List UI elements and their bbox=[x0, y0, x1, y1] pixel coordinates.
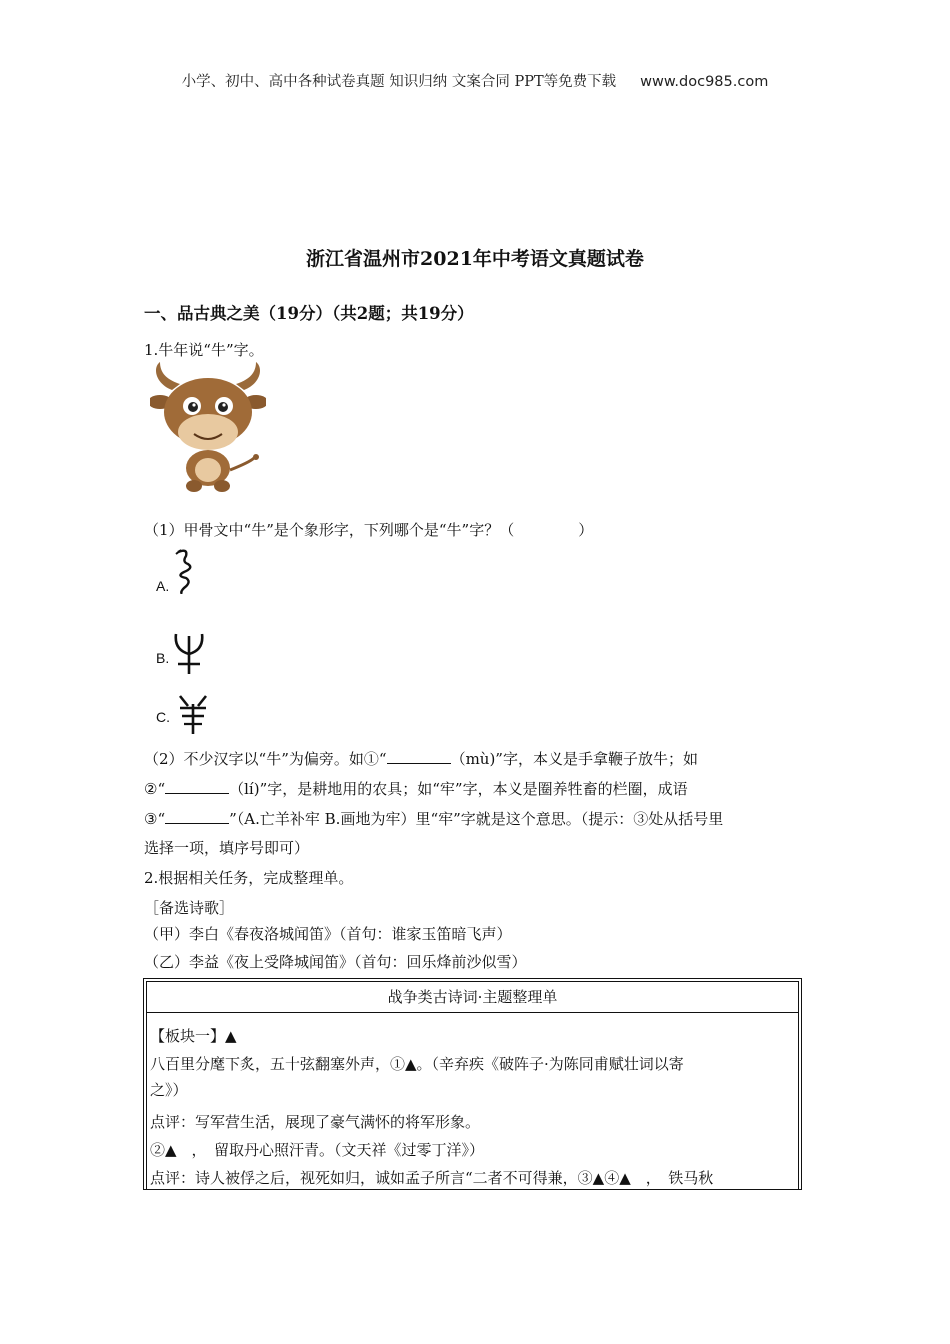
question-1-part-2-line-2: ②“ （lí)”字，是耕地用的农具；如“牢”字，本义是圈养牲畜的栏圈，成语 bbox=[144, 780, 688, 798]
oracle-glyph-a-icon[interactable] bbox=[172, 548, 196, 594]
option-b-label[interactable]: B. bbox=[156, 650, 170, 666]
table-row: 【板块一】▲ bbox=[150, 1027, 237, 1045]
section-heading: 一、品古典之美（19分）（共2题；共19分） bbox=[144, 304, 474, 323]
header-banner: 小学、初中、高中各种试卷真题 知识归纳 文案合同 PPT等免费下载 bbox=[181, 74, 617, 90]
question-1-part-2-line-3: ③“ ”（A.亡羊补牢 B.画地为牢）里“牢”字就是这个意思。（提示：③处从括号里 bbox=[144, 810, 724, 828]
table-row: 之》） bbox=[150, 1081, 188, 1099]
worksheet-table-header: 战争类古诗词·主题整理单 bbox=[147, 982, 798, 1013]
oracle-glyph-b-icon[interactable] bbox=[170, 632, 208, 676]
page-header bbox=[0, 70, 950, 91]
table-row: 点评：诗人被俘之后，视死如归，诚如孟子所言“二者不可得兼，③▲④▲ ， 铁马秋 bbox=[150, 1169, 714, 1187]
option-a-label[interactable]: A. bbox=[156, 578, 170, 594]
question-1-part-2-line-4: 选择一项，填序号即可） bbox=[144, 839, 310, 857]
option-c-label[interactable]: C. bbox=[156, 709, 170, 725]
poem-a: （甲）李白《春夜洛城闻笛》（首句：谁家玉笛暗飞声） bbox=[144, 925, 512, 943]
oracle-glyph-c-icon[interactable] bbox=[174, 694, 212, 736]
blank-1[interactable] bbox=[387, 748, 451, 764]
table-row: 点评：写军营生活，展现了豪气满怀的将军形象。 bbox=[150, 1113, 481, 1131]
question-1-part-2-line-1: （2）不少汉字以“牛”为偏旁。如①“ （mù)”字，本义是手拿鞭子放牛；如 bbox=[144, 750, 698, 768]
question-2-stem: 2.根据相关任务，完成整理单。 bbox=[144, 869, 354, 887]
blank-3[interactable] bbox=[165, 808, 229, 824]
poem-list-heading: ［备选诗歌］ bbox=[144, 899, 235, 917]
poem-b: （乙）李益《夜上受降城闻笛》（首句：回乐烽前沙似雪） bbox=[144, 953, 527, 971]
blank-2[interactable] bbox=[165, 778, 229, 794]
exam-title: 浙江省温州市2021年中考语文真题试卷 bbox=[306, 248, 644, 270]
question-1-stem: 1.牛年说“牛”字。 bbox=[144, 341, 264, 359]
table-row: 八百里分麾下炙，五十弦翻塞外声，①▲。（辛弃疾《破阵子·为陈同甫赋壮词以寄 bbox=[150, 1055, 684, 1073]
worksheet-table bbox=[143, 978, 802, 1190]
question-1-part-1: （1）甲骨文中“牛”是个象形字，下列哪个是“牛”字？（ ） bbox=[144, 521, 594, 539]
header-site[interactable]: www.doc985.com bbox=[640, 74, 769, 90]
table-row: ②▲ ， 留取丹心照汗青。（文天祥《过零丁洋》） bbox=[150, 1141, 485, 1159]
cartoon-ox-image bbox=[150, 362, 266, 494]
